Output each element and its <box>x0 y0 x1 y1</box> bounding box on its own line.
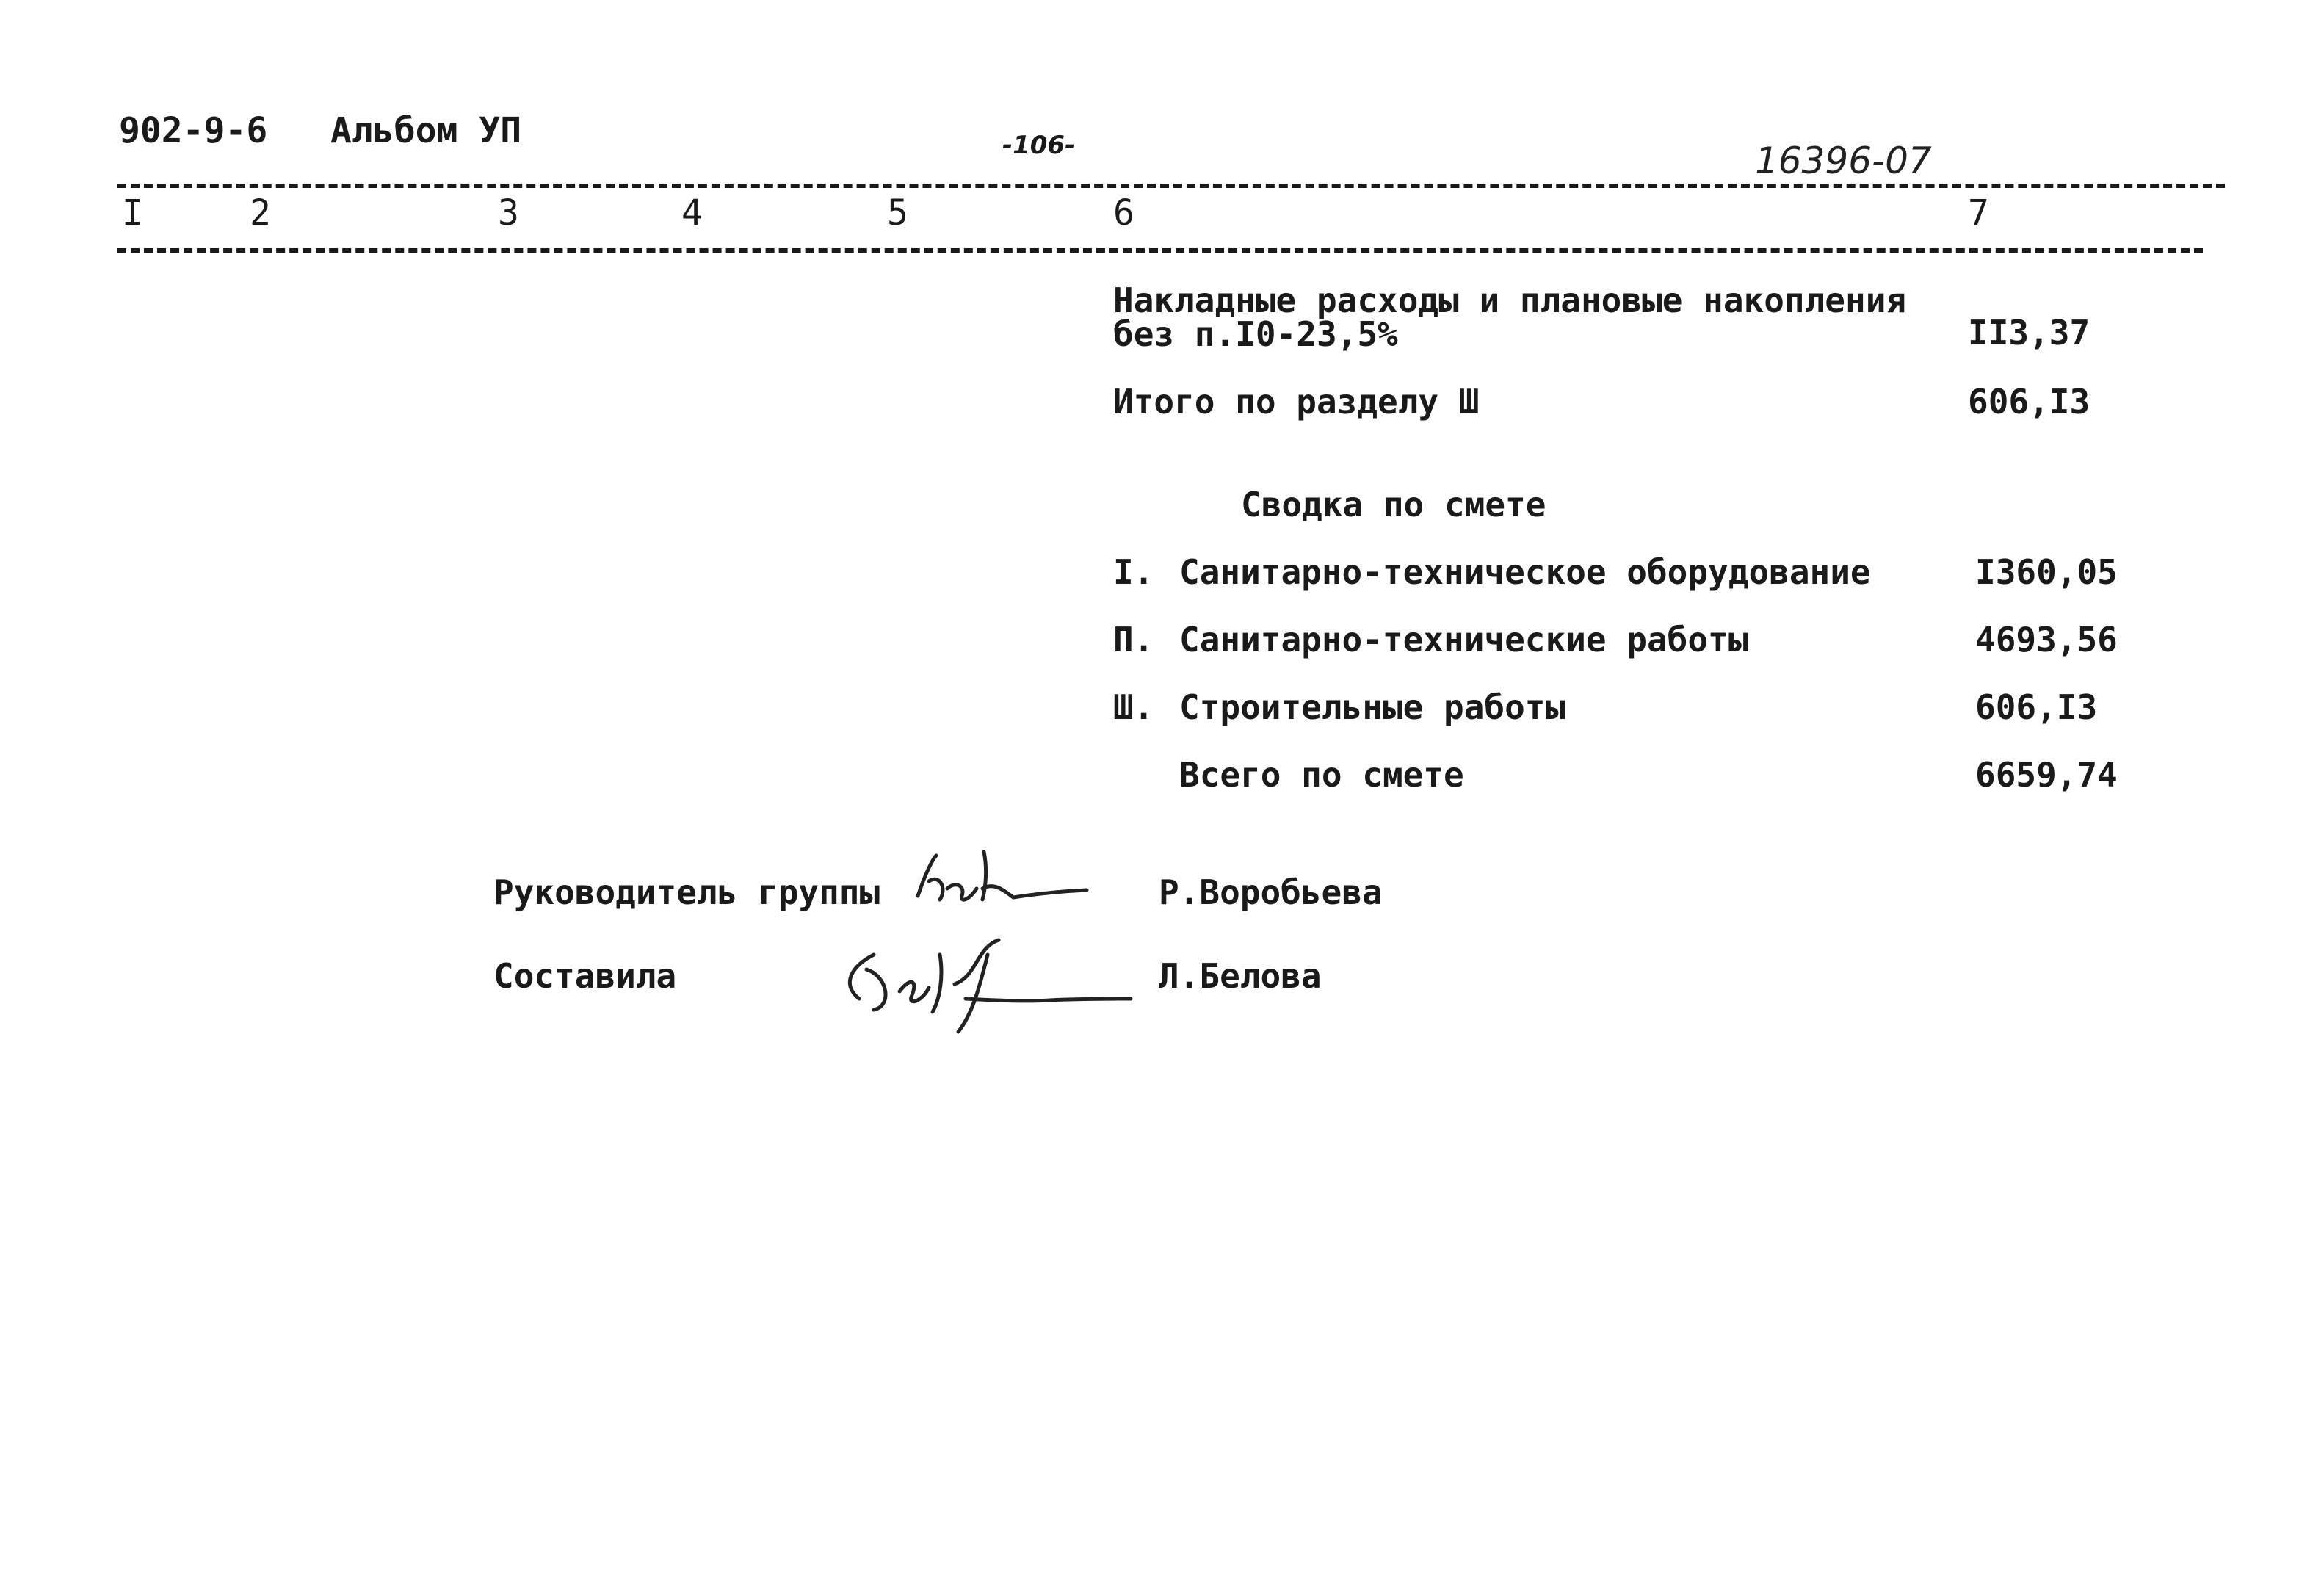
overhead-value: II3,37 <box>1968 313 2090 353</box>
summary-item-value: I360,05 <box>1975 552 2118 592</box>
signature-role-group-lead: Руководитель группы <box>493 872 880 912</box>
summary-item-label: Санитарно-техническое оборудование <box>1179 552 1871 592</box>
summary-item-label: Строительные работы <box>1179 687 1566 727</box>
summary-total-label: Всего по смете <box>1179 755 1464 795</box>
handwritten-signature-icon <box>903 830 1094 925</box>
section-total-value: 606,I3 <box>1968 382 2090 422</box>
summary-item-label: Санитарно-технические работы <box>1179 620 1749 659</box>
document-code: 902-9-6 <box>119 110 268 151</box>
signature-name-compiler: Л.Белова <box>1159 956 1322 996</box>
summary-item-num: П. <box>1113 620 1154 659</box>
overhead-label-line2: без п.I0-23,5% <box>1113 314 1398 354</box>
page-number: -106- <box>1002 131 1076 160</box>
column-number-2: 2 <box>250 192 271 234</box>
summary-title: Сводка по смете <box>1241 485 1546 524</box>
column-number-6: 6 <box>1113 192 1134 234</box>
summary-item-value: 4693,56 <box>1975 620 2118 659</box>
summary-item-num: I. <box>1113 552 1154 592</box>
summary-total-value: 6659,74 <box>1975 755 2118 795</box>
handwritten-signature-icon <box>830 925 1138 1043</box>
summary-item-num: Ш. <box>1113 687 1154 727</box>
column-number-4: 4 <box>681 192 703 234</box>
signature-role-compiler: Составила <box>493 956 677 996</box>
column-number-5: 5 <box>887 192 908 234</box>
column-number-7: 7 <box>1968 192 1989 234</box>
section-total-label: Итого по разделу Ш <box>1113 382 1480 422</box>
summary-item-value: 606,I3 <box>1975 687 2098 727</box>
column-number-3: 3 <box>498 192 519 234</box>
overhead-label-line1: Накладные расходы и плановые накопления <box>1113 281 1907 320</box>
album-label: Альбом УП <box>330 110 522 151</box>
table-top-border <box>117 184 2225 188</box>
column-number-1: I <box>122 192 143 234</box>
table-header-border <box>117 248 2203 253</box>
registration-number: 16396-07 <box>1755 140 1932 182</box>
signature-name-group-lead: Р.Воробьева <box>1159 872 1383 912</box>
